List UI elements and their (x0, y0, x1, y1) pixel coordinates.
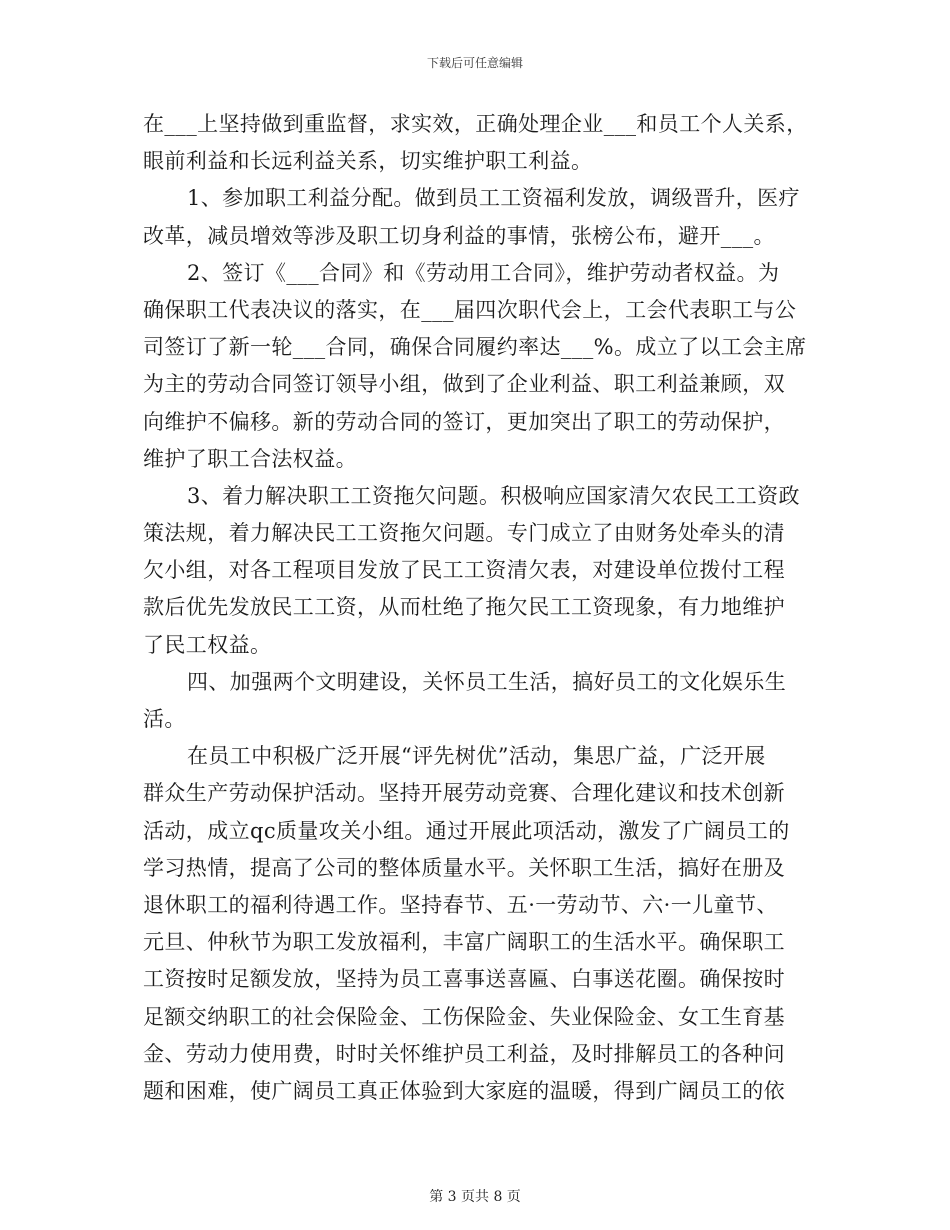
text-line: 元旦、仲秋节为职工发放福利，丰富广阔职工的生活水平。确保职工 (143, 930, 785, 955)
text-line: 在___上坚持做到重监督，求实效，正确处理企业___和员工个人关系， (143, 112, 808, 136)
text-line: 退休职工的福利待遇工作。坚持春节、五·一劳动节、六·一儿童节、 (143, 892, 778, 917)
text-line: 学习热情，提高了公司的整体质量水平。关怀职工生活，搞好在册及 (143, 855, 785, 880)
text-line: 四、加强两个文明建设，关怀员工生活，搞好员工的文化娱乐生 (187, 669, 787, 694)
text-line: 题和困难，使广阔员工真正体验到大家庭的温暖，得到广阔员工的依 (143, 1078, 785, 1103)
text-line: 在员工中积极广泛开展“评先树优”活动，集思广益，广泛开展 (187, 744, 766, 769)
text-line: 欠小组，对各工程项目发放了民工工资清欠表，对建设单位拨付工程 (143, 558, 785, 583)
paragraph (143, 738, 808, 1110)
text-line: 改革，减员增效等涉及职工切身利益的事情，张榜公布，避开___。 (143, 223, 775, 248)
text-line: 维护了职工合法权益。 (143, 446, 357, 471)
paragraph (143, 255, 808, 478)
text-line: 活。 (143, 707, 186, 731)
text-line: 了民工权益。 (143, 632, 272, 657)
text-line: 工资按时足额发放，坚持为员工喜事送喜匾、白事送花圈。确保按时 (143, 967, 785, 992)
text-line: 眼前利益和长远利益关系，切实维护职工利益。 (143, 149, 593, 174)
paragraph (143, 106, 808, 180)
text-line: 款后优先发放民工工资，从而杜绝了拖欠民工工资现象，有力地维护 (143, 595, 785, 620)
text-line: 确保职工代表决议的落实，在___届四次职代会上，工会代表职工与公 (143, 297, 797, 322)
page-header: 下载后可任意编辑 (426, 56, 523, 70)
paragraph (143, 180, 808, 254)
text-line: 向维护不偏移。新的劳动合同的签订，更加突出了职工的劳动保护， (143, 409, 785, 434)
text-line: 2、签订《___合同》和《劳动用工合同》，维护劳动者权益。为 (187, 260, 780, 285)
paragraph (143, 664, 808, 738)
text-line: 司签订了新一轮___合同，确保合同履约率达___%。成立了以工会主席 (143, 335, 807, 360)
paragraph (143, 478, 808, 664)
document-body (143, 106, 808, 1110)
page-footer: 第 3 页共 8 页 (429, 1189, 521, 1205)
text-line: 金、劳动力使用费，时时关怀维护员工利益，及时排解员工的各种问 (143, 1041, 785, 1066)
text-line: 为主的劳动合同签订领导小组，做到了企业利益、职工利益兼顾，双 (143, 372, 785, 397)
text-line: 1、参加职工利益分配。做到员工工资福利发放，调级晋升，医疗 (187, 186, 800, 211)
text-line: 活动，成立qc质量攻关小组。通过开展此项活动，激发了广阔员工的 (143, 818, 790, 843)
text-line: 群众生产劳动保护活动。坚持开展劳动竞赛、合理化建议和技术创新 (143, 781, 785, 806)
text-line: 3、着力解决职工工资拖欠问题。积极响应国家清欠农民工工资政 (187, 483, 800, 508)
text-line: 足额交纳职工的社会保险金、工伤保险金、失业保险金、女工生育基 (143, 1004, 785, 1029)
text-line: 策法规，着力解决民工工资拖欠问题。专门成立了由财务处牵头的清 (143, 521, 785, 546)
